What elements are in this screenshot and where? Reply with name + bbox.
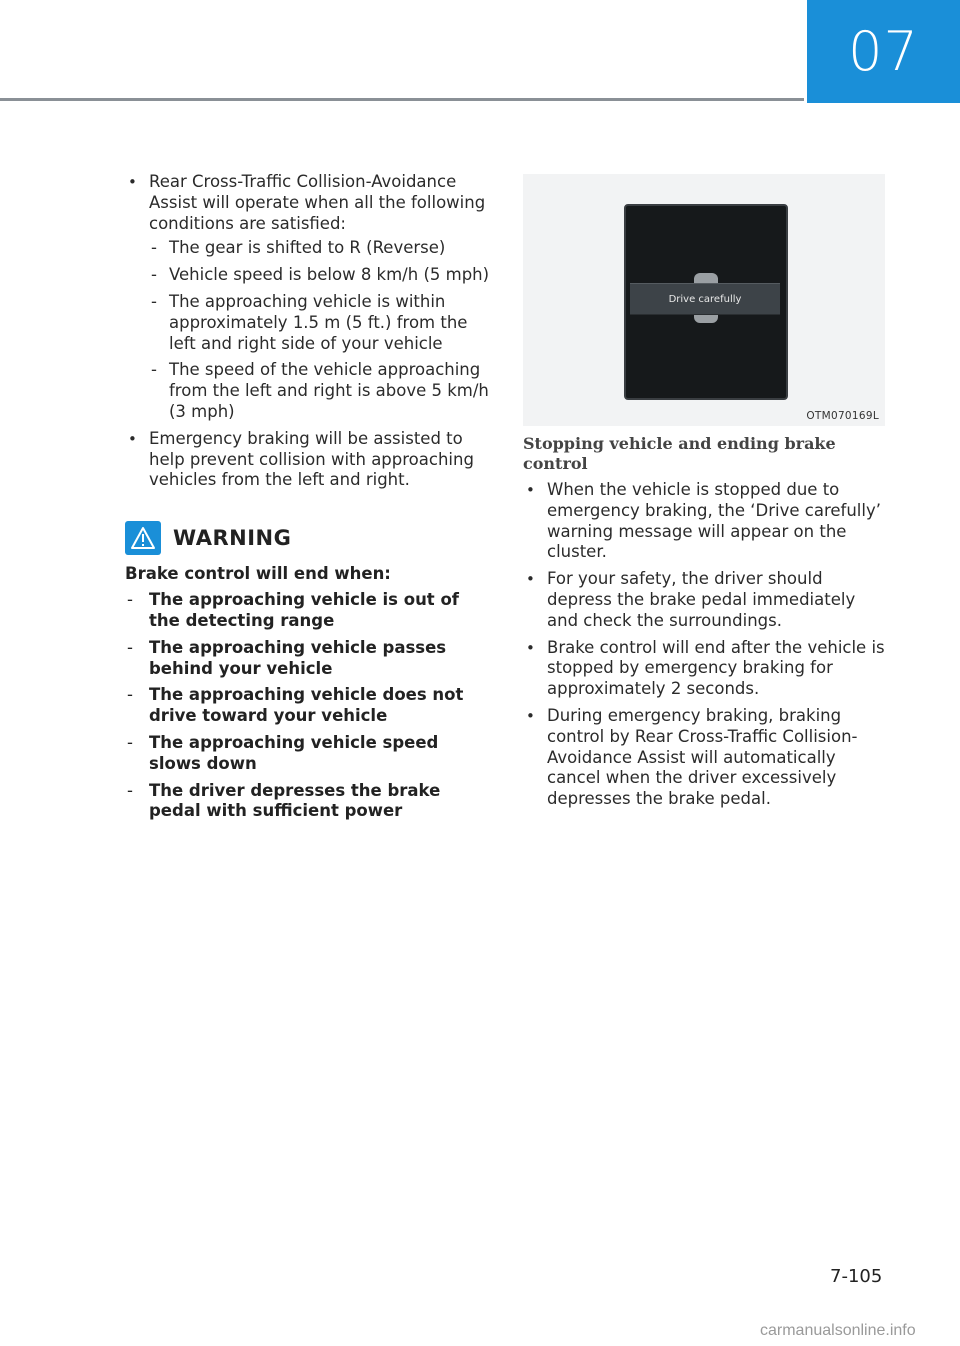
brake-control-list — [523, 480, 885, 810]
list-item: - The approaching vehicle is out of the detecting range — [125, 590, 490, 632]
list-item: • Brake control will end after the vehicle is stopped by emergency braking for approximately 2 seconds. — [523, 638, 885, 700]
list-item — [125, 172, 490, 423]
left-column — [125, 172, 490, 828]
warning-list — [125, 590, 490, 822]
list-item: • Emergency braking will be assisted to help prevent collision with approaching vehicles from the left and right. — [125, 429, 490, 491]
figure-code: OTM070169L — [806, 410, 879, 422]
list-item: - Vehicle speed is below 8 km/h (5 mph) — [149, 265, 490, 286]
list-item: - The driver depresses the brake pedal with sufficient power — [125, 781, 490, 823]
list-item: • During emergency braking, braking control by Rear Cross-Traffic Collision-Avoidance Assist will automatically cancel when the driver excessively depresses the brake pedal. — [523, 706, 885, 810]
list-item: - The approaching vehicle is within approximately 1.5 m (5 ft.) from the left and right side of your vehicle — [149, 292, 490, 354]
watermark: carmanualsonline.info — [760, 1322, 916, 1339]
cluster-screen — [624, 204, 788, 400]
warning-triangle-icon — [125, 521, 161, 555]
list-item: • When the vehicle is stopped due to emergency braking, the ‘Drive carefully’ warning message will appear on the cluster. — [523, 480, 885, 563]
list-item: - The approaching vehicle passes behind your vehicle — [125, 638, 490, 680]
warning-title: WARNING — [173, 526, 292, 551]
warning-subtitle: Brake control will end when: — [125, 564, 391, 584]
list-item: - The gear is shifted to R (Reverse) — [149, 238, 490, 259]
right-column — [523, 174, 885, 816]
warning-heading — [125, 521, 490, 555]
list-item: • For your safety, the driver should depress the brake pedal immediately and check the surroundings. — [523, 569, 885, 631]
page-number: 7-105 — [830, 1266, 883, 1287]
header-rule — [0, 98, 804, 101]
drive-carefully-message: Drive carefully — [630, 283, 780, 315]
sub-condition-list — [149, 238, 490, 422]
cluster-figure — [523, 174, 885, 426]
section-title: Stopping vehicle and ending brake control — [523, 434, 836, 473]
list-item: - The approaching vehicle speed slows down — [125, 733, 490, 775]
list-item: - The speed of the vehicle approaching from the left and right is above 5 km/h (3 mph) — [149, 360, 490, 422]
condition-list — [125, 172, 490, 491]
bullet-text: Rear Cross-Traffic Collision-Avoidance Assist will operate when all the following conditions are satisfied: — [149, 172, 486, 233]
chapter-tab: 07 — [807, 0, 960, 103]
list-item: - The approaching vehicle does not drive toward your vehicle — [125, 685, 490, 727]
